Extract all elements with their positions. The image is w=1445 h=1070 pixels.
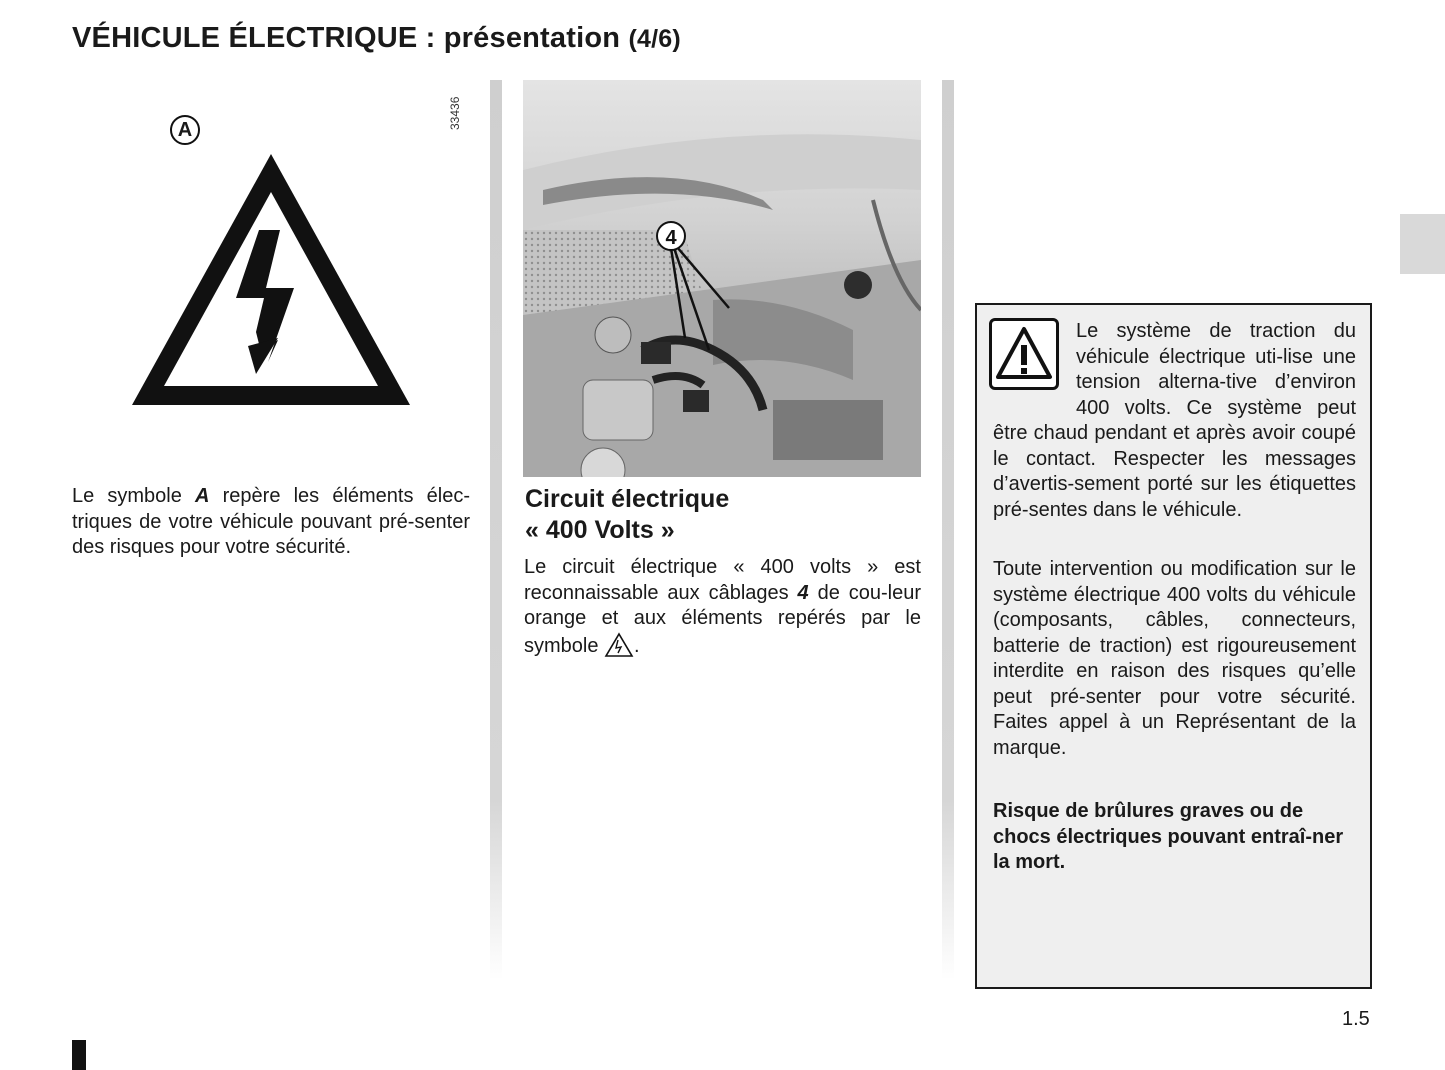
- callout-label-4: 4: [665, 227, 677, 249]
- page-title-text: VÉHICULE ÉLECTRIQUE : présentation: [72, 22, 621, 54]
- section-heading-line: Circuit électrique: [525, 485, 730, 513]
- page-number: 1.5: [1342, 1008, 1370, 1030]
- page-title-part: (4/6): [628, 25, 681, 53]
- high-voltage-warning-triangle-icon: [128, 148, 414, 410]
- section-heading: [525, 484, 729, 546]
- wiring-reference: 4: [797, 581, 809, 604]
- figure-code-left: 33436: [448, 96, 462, 130]
- chapter-tab: [1400, 214, 1445, 274]
- paragraph-text: .: [634, 634, 640, 657]
- circuit-description-paragraph: [524, 555, 921, 659]
- warning-danger-paragraph: Risque de brûlures graves ou de chocs électriques pouvant entraî-ner la mort.: [993, 800, 1344, 873]
- symbol-reference: A: [195, 485, 210, 507]
- column-separator-left: [490, 80, 502, 980]
- paragraph-text: Le symbole: [72, 485, 196, 507]
- symbol-description-paragraph: [72, 484, 470, 561]
- warning-text: Le système de traction du véhicule électrique uti-lise une tension alterna-tive d’environ 400 volts. Ce système peut être chaud pendant et après avoir coupé le contact. Respecter les messages d’avertis-sement porté sur les étiquettes pré-sentes dans le véhicule.: [993, 320, 1356, 521]
- small-voltage-triangle-icon: [604, 632, 634, 658]
- section-heading-line: « 400 Volts »: [525, 516, 675, 544]
- paragraph-text: de cou-leur orange et aux éléments repérés par le symbole: [524, 581, 921, 657]
- engine-bay-photo: [523, 80, 921, 477]
- warning-paragraph: Toute intervention ou modification sur le système électrique 400 volts du véhicule (composants, câbles, connecteurs, batterie de traction) est rigoureusement interdite en raison des risques qu’elle peut pré-senter pour votre sécurité. Faites appel à un Représentant de la marque.: [993, 558, 1356, 759]
- figure-label-a: A: [170, 115, 200, 145]
- column-separator-right: [942, 80, 954, 980]
- page-title: [72, 22, 681, 55]
- warning-paragraph: [993, 319, 1356, 523]
- paragraph-text: Le circuit électrique « 400 volts » est reconnaissable aux câblages: [524, 556, 921, 604]
- paragraph-text: repère les éléments élec-triques de votre véhicule pouvant pré-senter des risques pour votre sécurité.: [72, 485, 470, 558]
- warning-box: [975, 303, 1372, 989]
- page-marker: [72, 1040, 86, 1070]
